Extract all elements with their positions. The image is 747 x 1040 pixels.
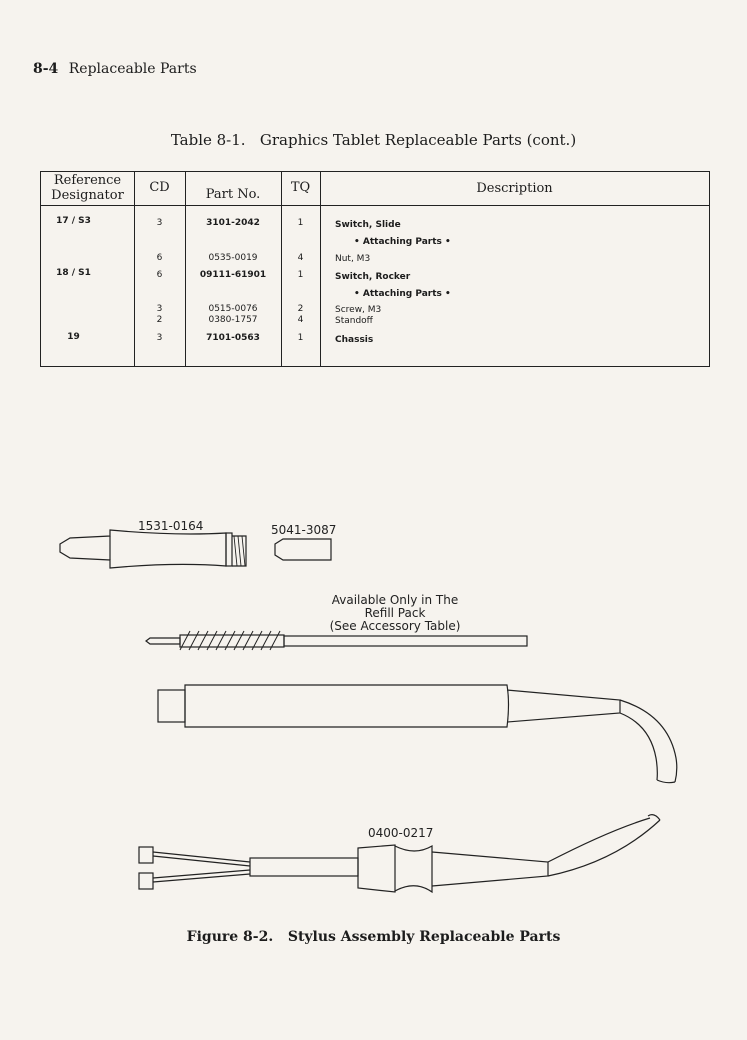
table-cell-desc: Standoff [335,316,373,326]
parts-table [40,171,710,367]
label-tip-part: 1531-0164 [138,519,204,533]
table-cell-cd: 3 [156,333,163,343]
table-cell-desc: Nut, M3 [335,254,371,264]
header-description: Description [476,181,553,196]
table-cell-desc: Switch, Rocker [335,272,411,282]
table-cell-desc: Switch, Slide [335,220,401,230]
table-cell-tq: 1 [297,270,304,280]
stylus-cap-part [275,539,331,560]
attaching-parts-note: • Attaching Parts • [354,237,451,247]
refill-note: Available Only in The Refill Pack (See Accessory Table) [329,593,461,633]
table-cell-tq: 4 [297,253,304,263]
stylus-tip-part [60,530,246,568]
table-cell-part: 0380-1757 [208,315,258,325]
table-cell-part: 09111-61901 [199,270,267,280]
section-title: Replaceable Parts [68,61,197,77]
page-header [33,61,197,77]
header-cd: CD [149,180,170,195]
label-connector-part: 0400-0217 [368,826,434,840]
table-cell-cd: 2 [156,315,163,325]
table-title [0,131,747,149]
table-cell-desc: Screw, M3 [335,305,382,315]
refill-part [146,631,527,650]
label-cap-part: 5041-3087 [271,523,337,537]
table-cell-tq: 2 [297,304,304,314]
attaching-parts-note: • Attaching Parts • [354,289,451,299]
figure-caption-text: Stylus Assembly Replaceable Parts [287,929,561,945]
table-cell-cd: 3 [156,218,163,228]
table-number: Table 8-1. [170,131,246,149]
header-tq: TQ [290,180,311,195]
table-cell-desc: Chassis [335,335,374,345]
figure-caption [0,929,747,945]
table-cell-part: 0535-0019 [208,253,258,263]
table-cell-ref: 19 [67,332,80,342]
table-cell-tq: 1 [297,333,304,343]
table-cell-part: 3101-2042 [206,218,260,228]
figure-number: Figure 8-2. [186,929,274,945]
page-number: 8-4 [33,61,59,77]
stylus-assembly-drawing [0,500,747,920]
table-cell-tq: 4 [297,315,304,325]
table-cell-ref: 17 / S3 [56,216,91,226]
header-part-no: Part No. [205,187,261,202]
table-cell-part: 7101-0563 [206,333,260,343]
table-cell-part: 0515-0076 [208,304,258,314]
table-cell-tq: 1 [297,218,304,228]
column-divider [320,172,321,366]
table-cell-ref: 18 / S1 [56,268,91,278]
header-divider [41,205,709,206]
header-reference-designator: Reference Designator [51,173,124,203]
table-cell-cd: 3 [156,304,163,314]
table-cell-cd: 6 [156,270,163,280]
table-title-text: Graphics Tablet Replaceable Parts (cont.) [259,131,577,149]
table-cell-cd: 6 [156,253,163,263]
stylus-barrel [158,685,677,783]
